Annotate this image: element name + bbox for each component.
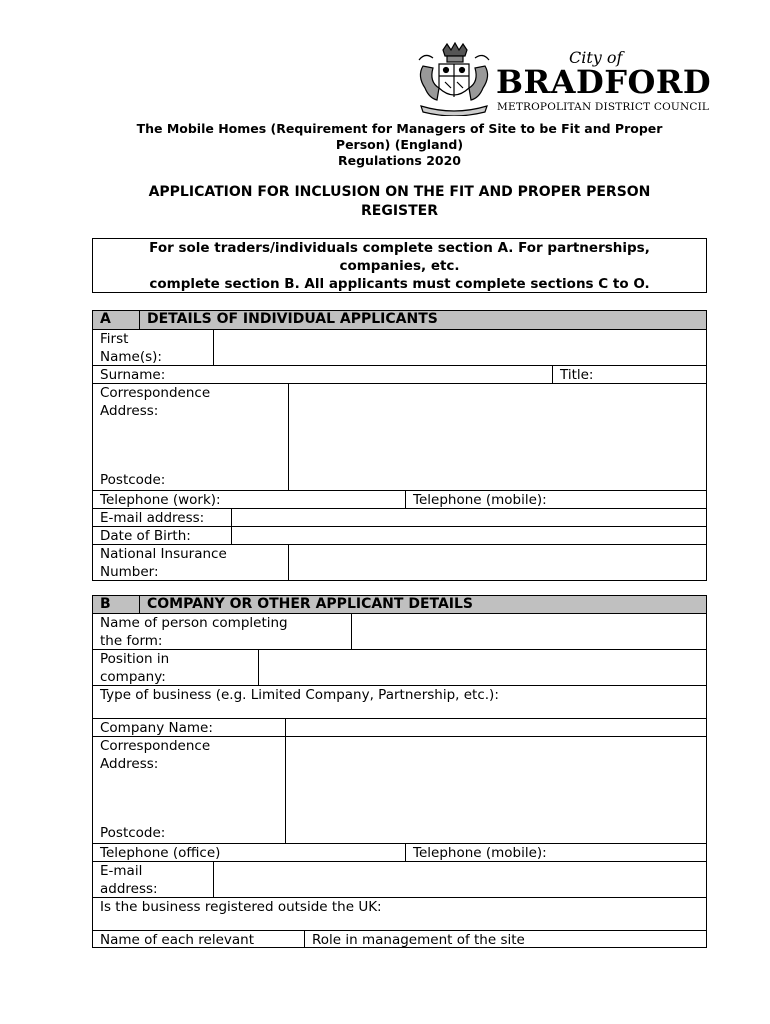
dob-field[interactable] [231, 527, 706, 544]
instructions-line: complete section B. All applicants must complete sections C to O. [149, 276, 650, 292]
company-address-label: Correspondence Address: Postcode: [100, 738, 211, 841]
email-label: E-mail address: [100, 510, 205, 526]
section-a-table [92, 310, 707, 581]
company-name-label: Company Name: [100, 720, 213, 736]
section-letter: B [100, 596, 111, 612]
company-email-row [93, 861, 706, 897]
telephone-work-label: Telephone (work): [100, 492, 221, 508]
person-completing-label: Name of person completing the form: [100, 615, 288, 649]
telephone-mobile-field[interactable] [405, 491, 706, 508]
company-name-row [93, 718, 706, 736]
logo-name-text: BRADFORD [496, 63, 712, 101]
ni-field[interactable] [288, 545, 706, 580]
company-email-field[interactable] [213, 862, 706, 897]
application-title [92, 183, 707, 221]
logo-city-text: City of [569, 48, 623, 67]
person-completing-field[interactable] [351, 614, 706, 649]
first-names-field[interactable] [213, 330, 706, 365]
surname-field[interactable] [93, 366, 552, 383]
title-label: Title: [560, 367, 594, 383]
council-logo [413, 42, 713, 116]
company-address-field[interactable] [285, 737, 706, 843]
postcode-label: Postcode: [100, 472, 166, 488]
dob-row [93, 526, 706, 544]
business-type-row [93, 685, 706, 718]
coat-of-arms-icon [413, 42, 495, 116]
position-row [93, 649, 706, 685]
company-telephone-row [93, 843, 706, 861]
ni-row [93, 544, 706, 580]
regulations-line: Regulations 2020 [338, 153, 461, 168]
email-field[interactable] [231, 509, 706, 526]
telephone-office-label: Telephone (office) [100, 845, 221, 861]
regulations-line: Person) (England) [335, 137, 464, 152]
outside-uk-field[interactable] [93, 898, 706, 930]
application-title-line: APPLICATION FOR INCLUSION ON THE FIT AND PROPER PERSON [148, 184, 651, 200]
relevant-name-label: Name of each relevant [100, 932, 254, 948]
telephone-office-field[interactable] [93, 844, 405, 861]
business-type-label: Type of business (e.g. Limited Company, Partnership, etc.): [100, 687, 499, 703]
outside-uk-label: Is the business registered outside the UK: [100, 899, 382, 915]
business-type-field[interactable] [93, 686, 706, 718]
first-names-label: First Name(s): [100, 331, 162, 365]
section-b-table [92, 595, 707, 948]
section-a-header [93, 311, 706, 329]
position-label: Position in company: [100, 651, 170, 685]
surname-row [93, 365, 706, 383]
logo-council-text: METROPOLITAN DISTRICT COUNCIL [497, 101, 710, 113]
address-row [93, 383, 706, 490]
section-title: COMPANY OR OTHER APPLICANT DETAILS [139, 596, 706, 613]
section-letter: A [100, 311, 111, 327]
relevant-name-field[interactable] [93, 931, 304, 947]
title-field[interactable] [552, 366, 706, 383]
instructions-line: companies, etc. [339, 258, 460, 274]
application-title-line: REGISTER [360, 203, 439, 219]
ni-label: National Insurance Number: [100, 546, 227, 580]
outside-uk-row [93, 897, 706, 930]
regulations-title [92, 121, 707, 169]
telephone-work-field[interactable] [93, 491, 405, 508]
postcode-label: Postcode: [100, 825, 166, 841]
surname-label: Surname: [100, 367, 166, 383]
instructions-line: For sole traders/individuals complete section A. For partnerships, [149, 240, 650, 256]
telephone-mobile-label: Telephone (mobile): [413, 845, 547, 861]
company-address-row [93, 736, 706, 843]
address-field[interactable] [288, 384, 706, 490]
role-field[interactable] [304, 931, 706, 947]
dob-label: Date of Birth: [100, 528, 191, 544]
section-b-header [93, 596, 706, 613]
role-label: Role in management of the site [312, 932, 525, 948]
company-telephone-mobile-field[interactable] [405, 844, 706, 861]
instructions-box [92, 238, 707, 293]
first-names-row [93, 329, 706, 365]
position-field[interactable] [258, 650, 706, 685]
email-row [93, 508, 706, 526]
telephone-row [93, 490, 706, 508]
address-label: Correspondence Address: Postcode: [100, 385, 211, 488]
company-email-label: E-mail address: [100, 863, 158, 897]
management-row [93, 930, 706, 947]
section-title: DETAILS OF INDIVIDUAL APPLICANTS [139, 311, 706, 329]
regulations-line: The Mobile Homes (Requirement for Managers of Site to be Fit and Proper [136, 121, 663, 136]
company-name-field[interactable] [285, 719, 706, 736]
person-completing-row [93, 613, 706, 649]
telephone-mobile-label: Telephone (mobile): [413, 492, 547, 508]
